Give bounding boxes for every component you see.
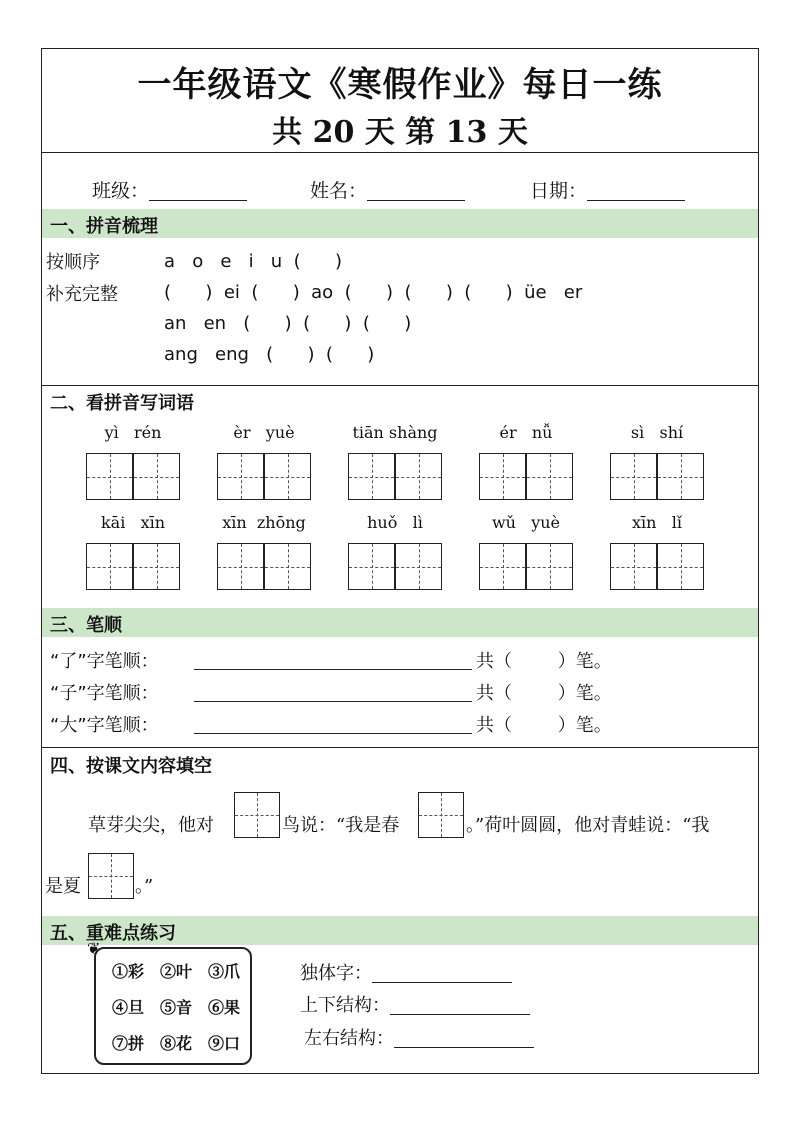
char-item: ⑤音 (160, 998, 193, 1017)
writing-cell[interactable] (133, 453, 180, 500)
text-fragment: 。” (135, 876, 154, 897)
writing-cell[interactable] (479, 453, 526, 500)
char-item: ①彩 (112, 962, 145, 981)
divider (42, 385, 758, 386)
stroke-blank[interactable] (194, 733, 472, 734)
writing-cell[interactable] (86, 453, 133, 500)
page-subtitle: 共 20 天 第 13 天 (272, 115, 528, 150)
section5-title: 五、重难点练习 (50, 923, 176, 944)
pinyin-row[interactable]: a o e i u ( ) (164, 251, 343, 272)
date-field[interactable] (530, 176, 685, 203)
section-header (42, 209, 758, 238)
stroke-blank[interactable] (194, 701, 472, 702)
pinyin-word: tiān shàng (352, 423, 438, 442)
name-blank[interactable] (367, 180, 465, 201)
stroke-label: “大”字笔顺： (50, 715, 159, 736)
pinyin-row[interactable]: ang eng ( ) ( ) (164, 344, 375, 365)
q-updown[interactable] (300, 991, 530, 1017)
text-fragment: 鸟说：“我是春 (282, 815, 400, 836)
stroke-label: “子”字笔顺： (50, 683, 159, 704)
q-label: 独体字： (300, 963, 372, 984)
pinyin-word: ér nǚ (499, 423, 553, 442)
stroke-label: “了”字笔顺： (50, 651, 159, 672)
leaf-icon: ❦ (87, 939, 101, 958)
section3-title: 三、笔顺 (50, 615, 122, 636)
stroke-count[interactable]: 共（ ）笔。 (476, 683, 612, 704)
answer-blank[interactable] (372, 962, 512, 983)
character-card (94, 947, 252, 1065)
char-item: ⑨口 (208, 1034, 241, 1053)
fill-box[interactable] (88, 853, 134, 899)
pinyin-word: èr yuè (233, 423, 295, 442)
text-fragment: 草芽尖尖，他对 (88, 815, 214, 836)
worksheet (41, 48, 759, 1074)
writing-cell[interactable] (610, 453, 657, 500)
writing-cell[interactable] (526, 543, 573, 590)
section2-title: 二、看拼音写词语 (50, 393, 194, 414)
q-single[interactable] (300, 959, 512, 985)
char-item: ②叶 (160, 962, 193, 981)
writing-cell[interactable] (657, 543, 704, 590)
writing-cell[interactable] (348, 453, 395, 500)
text-fragment: 。”荷叶圆圆，他对青蛙说：“我 (466, 815, 710, 836)
writing-cell[interactable] (610, 543, 657, 590)
writing-cell[interactable] (657, 453, 704, 500)
answer-blank[interactable] (394, 1027, 534, 1048)
name-label: 姓名： (310, 180, 368, 202)
q-label: 上下结构： (300, 995, 390, 1016)
fill-box[interactable] (418, 792, 464, 838)
pinyin-row[interactable]: an en ( ) ( ) ( ) (164, 313, 412, 334)
char-item: ⑥果 (208, 998, 241, 1017)
writing-cell[interactable] (526, 453, 573, 500)
writing-cell[interactable] (217, 543, 264, 590)
pinyin-word: yì rén (104, 423, 162, 442)
class-blank[interactable] (149, 180, 247, 201)
writing-cell[interactable] (395, 453, 442, 500)
fill-box[interactable] (234, 792, 280, 838)
writing-cell[interactable] (217, 453, 264, 500)
pinyin-word: xīn zhōng (222, 513, 306, 532)
char-item: ⑦拼 (112, 1034, 145, 1053)
pinyin-word: wǔ yuè (491, 513, 561, 532)
section1-label: 补充完整 (46, 284, 118, 305)
answer-blank[interactable] (390, 994, 530, 1015)
pinyin-word: xīn lǐ (632, 513, 682, 532)
q-leftright[interactable] (304, 1024, 534, 1050)
writing-cell[interactable] (264, 543, 311, 590)
stroke-count[interactable]: 共（ ）笔。 (476, 651, 612, 672)
q-label: 左右结构： (304, 1028, 394, 1049)
char-item: ⑧花 (160, 1034, 193, 1053)
section-header (42, 608, 758, 637)
section1-label: 按顺序 (46, 252, 100, 273)
char-item: ④旦 (112, 998, 145, 1017)
section4-title: 四、按课文内容填空 (50, 756, 212, 777)
writing-cell[interactable] (133, 543, 180, 590)
writing-cell[interactable] (86, 543, 133, 590)
pinyin-word: kāi xīn (100, 513, 166, 532)
section-header (42, 916, 758, 945)
date-label: 日期： (530, 180, 588, 202)
section1-title: 一、拼音梳理 (50, 216, 158, 237)
pinyin-row[interactable]: ( ) ei ( ) ao ( ) ( ) ( ) üe er (164, 282, 583, 303)
stroke-count[interactable]: 共（ ）笔。 (476, 715, 612, 736)
text-fragment: 是夏 (45, 876, 81, 897)
stroke-blank[interactable] (194, 669, 472, 670)
pinyin-word: huǒ lì (367, 513, 423, 532)
writing-cell[interactable] (264, 453, 311, 500)
pinyin-word: sì shí (630, 423, 684, 442)
divider (42, 152, 758, 153)
class-field[interactable] (92, 176, 247, 203)
date-blank[interactable] (587, 180, 685, 201)
char-item: ③爪 (208, 962, 241, 981)
writing-cell[interactable] (395, 543, 442, 590)
page-title: 一年级语文《寒假作业》每日一练 (137, 65, 663, 105)
writing-cell[interactable] (479, 543, 526, 590)
class-label: 班级： (92, 180, 150, 202)
writing-cell[interactable] (348, 543, 395, 590)
name-field[interactable] (310, 176, 465, 203)
divider (42, 747, 758, 748)
